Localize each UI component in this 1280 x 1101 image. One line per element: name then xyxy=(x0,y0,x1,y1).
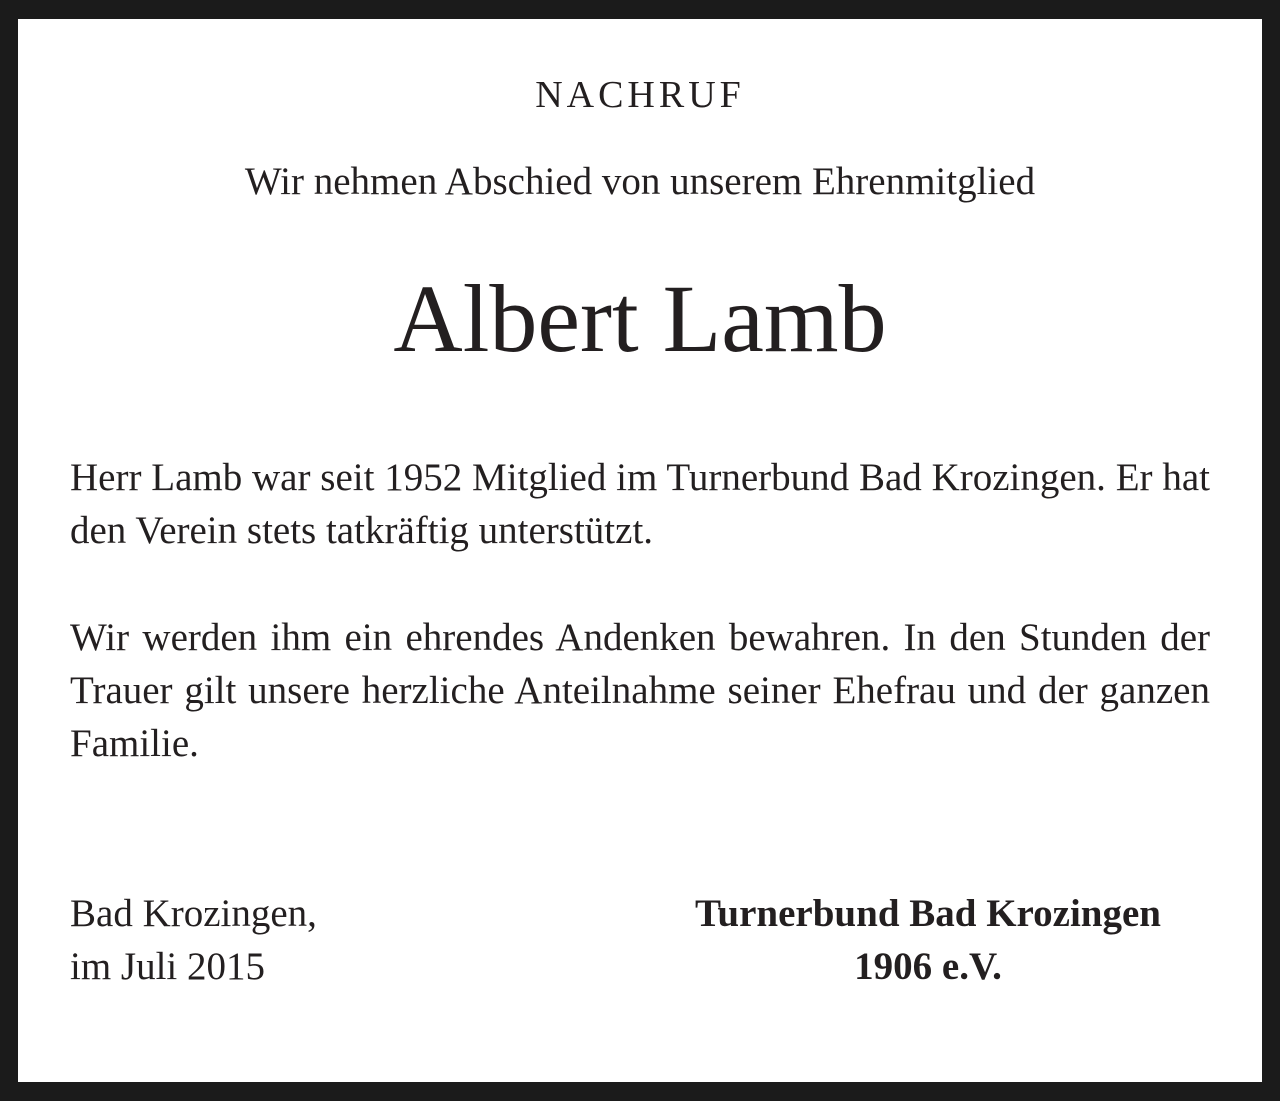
place-line: Bad Krozingen, xyxy=(70,892,317,935)
signature xyxy=(638,887,1218,993)
date-line: im Juli 2015 xyxy=(70,945,266,988)
intro-line: Wir nehmen Abschied von unserem Ehrenmitglied xyxy=(244,160,1036,203)
signature-club-line: Turnerbund Bad Krozingen xyxy=(695,892,1161,935)
paragraph-condolences: Wir werden ihm ein ehrendes Andenken bewahren. In den Stunden der Trauer gilt unsere herzliche Anteilnahme seiner Ehefrau und der ganzen Familie. xyxy=(70,616,1210,765)
notice-heading: NACHRUF xyxy=(535,74,745,116)
place-date xyxy=(70,887,317,993)
signature-year-line: 1906 e.V. xyxy=(854,945,1002,988)
deceased-name: Albert Lamb xyxy=(393,265,887,372)
paragraph-membership: Herr Lamb war seit 1952 Mitglied im Turnerbund Bad Krozingen. Er hat den Verein stets tatkräftig unterstützt. xyxy=(70,456,1210,552)
obituary-notice xyxy=(18,19,1262,1082)
